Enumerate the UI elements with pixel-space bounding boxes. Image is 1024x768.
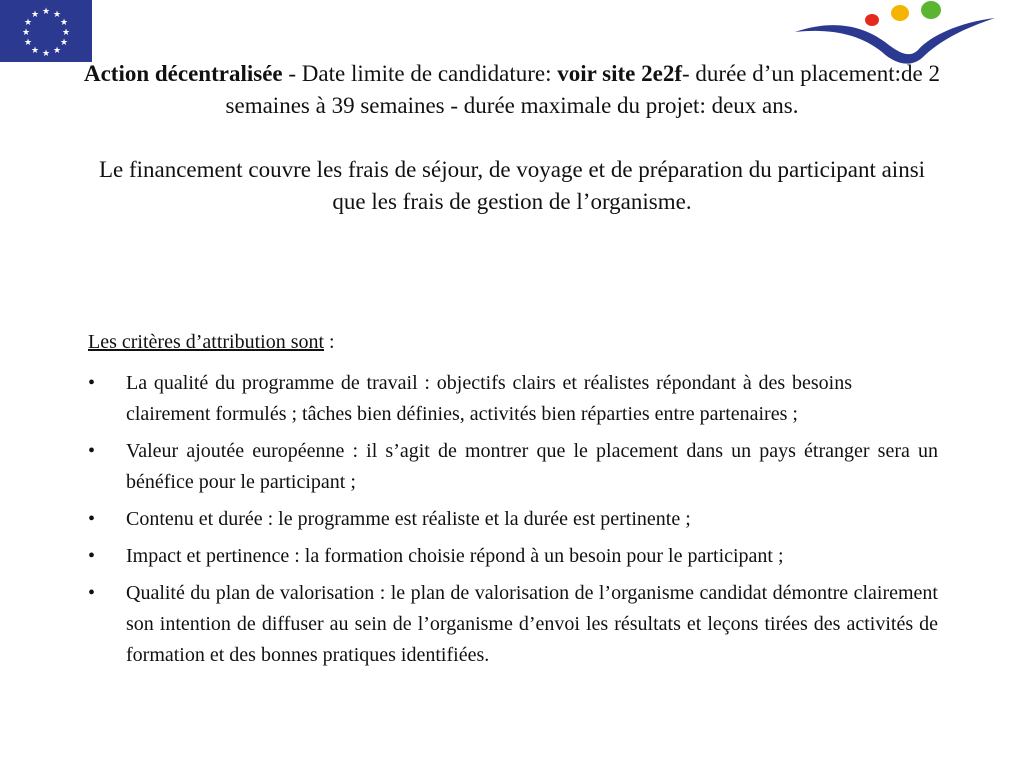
criteria-title-text: Les critères d’attribution sont [88, 331, 325, 353]
funding-paragraph: Le financement couvre les frais de séjour, de voyage et de préparation du participant ainsi que les frais de gestion de l’organisme. [98, 157, 926, 214]
bullet-icon: • [88, 372, 96, 394]
svg-text:★: ★ [41, 49, 51, 59]
bullet-icon: • [88, 545, 96, 567]
svg-text:★: ★ [59, 38, 69, 48]
svg-text:★: ★ [21, 28, 31, 38]
list-item [88, 368, 938, 430]
bullet-icon: • [88, 508, 96, 530]
list-item [88, 436, 938, 498]
list-item [88, 504, 938, 535]
criteria-title [88, 328, 335, 356]
list-item-text: clairement formulés ; tâches bien définies, activités bien réparties entre partenaires ; [126, 403, 798, 425]
bullet-icon: • [88, 582, 96, 604]
list-item [88, 578, 938, 671]
list-item-text: Impact et pertinence : la formation choisie répond à un besoin pour le participant ; [126, 545, 784, 567]
svg-text:★: ★ [59, 18, 69, 28]
list-item-text: Contenu et durée : le programme est réaliste et la durée est pertinente ; [126, 508, 691, 530]
bullet-icon: • [88, 440, 96, 462]
site-reference: voir site 2e2f [557, 61, 682, 86]
criteria-list [88, 368, 938, 677]
eu-flag-icon [0, 0, 92, 62]
heading-paragraph-1 [82, 58, 942, 122]
svg-text:★: ★ [23, 18, 33, 28]
list-item-text: Qualité du plan de valorisation : le plan de valorisation de l’organisme candidat démontre clairement son intention de diffuser au sein de l’organisme d’envoi les résultats et leçons tirées des activités de formation et des bonnes pratiques identifiées. [126, 582, 938, 666]
svg-text:★: ★ [30, 10, 40, 20]
list-item-text: La qualité du programme de travail : objectifs clairs et réalistes répondant à des besoins [126, 372, 852, 394]
svg-text:★: ★ [23, 38, 33, 48]
duration-text: - durée d’un placement:de 2 semaines à 39 semaines - durée maximale du projet: deux ans. [225, 61, 940, 118]
svg-text:★: ★ [30, 46, 40, 56]
svg-text:★: ★ [41, 7, 51, 17]
svg-text:★: ★ [52, 10, 62, 20]
list-item [88, 541, 938, 572]
list-item-text: Valeur ajoutée européenne : il s’agit de montrer que le placement dans un pays étranger sera un bénéfice pour le participant ; [126, 440, 938, 493]
svg-text:★: ★ [61, 28, 71, 38]
heading-block [82, 58, 942, 218]
deadline-label: - Date limite de candidature: [282, 61, 558, 86]
action-type: Action décentralisée [83, 61, 283, 86]
svg-text:★: ★ [52, 46, 62, 56]
criteria-title-suffix: : [324, 331, 335, 353]
